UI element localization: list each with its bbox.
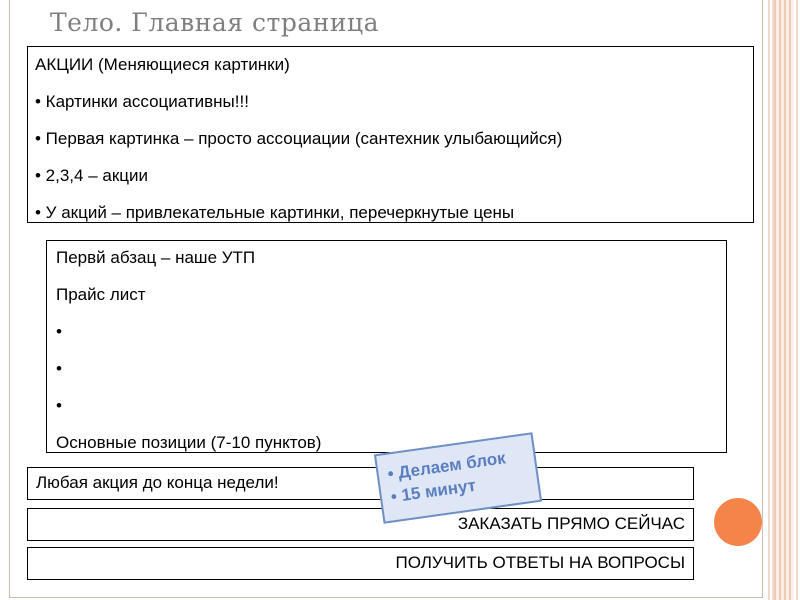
empty-bullet: • (56, 359, 62, 378)
empty-bullet: • (56, 396, 62, 415)
promo-line: • У акций – привлекательные картинки, перечеркнутые цены (35, 203, 515, 222)
promo-bar: Любая акция до конца недели! (27, 467, 694, 500)
promo-line: • Первая картинка – просто ассоциации (сантехник улыбающийся) (35, 129, 563, 148)
promo-line: • 2,3,4 – акции (35, 166, 149, 185)
content-block (46, 240, 727, 453)
usp-paragraph: Первй абзац – наше УТП (56, 248, 256, 267)
promo-heading: АКЦИИ (Меняющиеся картинки) (35, 55, 290, 74)
page-title: Тело. Главная страница (50, 8, 380, 37)
promo-line: • Картинки ассоциативны!!! (35, 92, 249, 111)
get-answers-button[interactable]: ПОЛУЧИТЬ ОТВЕТЫ НА ВОПРОСЫ (27, 547, 694, 580)
empty-bullet: • (56, 322, 62, 341)
decorative-stripes (768, 0, 800, 600)
main-positions-label: Основные позиции (7-10 пунктов) (56, 433, 322, 452)
sticky-note-line: • 15 минут (389, 475, 478, 507)
sticky-note-line: • Делаем блок (386, 448, 507, 484)
decorative-stripes-inner (774, 0, 794, 600)
orange-circle-decoration (714, 498, 762, 546)
price-list-label: Прайс лист (56, 285, 146, 304)
promo-block (27, 46, 754, 223)
order-now-button[interactable]: ЗАКАЗАТЬ ПРЯМО СЕЙЧАС (27, 508, 694, 541)
